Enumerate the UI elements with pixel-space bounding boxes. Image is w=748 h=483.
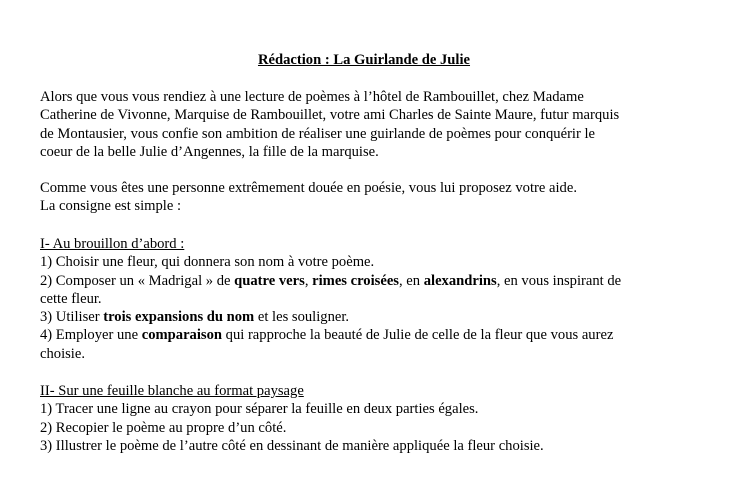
intro-line: coeur de la belle Julie d’Angennes, la fille de la marquise. (40, 143, 379, 160)
text: et les souligner. (254, 309, 350, 326)
intro-line: de Montausier, vous confie son ambition de réaliser une guirlande de poèmes pour conquérir le (40, 125, 596, 142)
document-title: Rédaction : La Guirlande de Julie (257, 52, 471, 68)
instruction-item-continuation: cette fleur. (40, 290, 102, 307)
context-line: La consigne est simple : (40, 198, 182, 215)
section-final (40, 382, 700, 455)
text: qui rapproche la beauté de Julie de celle de la fleur que vous aurez (222, 327, 614, 344)
instruction-item (40, 326, 700, 344)
text: 3) Utiliser (40, 309, 104, 326)
text: , en vous inspirant de (496, 272, 622, 289)
bold-text: quatre vers (234, 272, 305, 289)
text: , en (398, 272, 424, 289)
instruction-item-continuation: choisie. (40, 345, 85, 362)
bold-text: comparaison (141, 327, 222, 344)
text: 2) Composer un « Madrigal » de (40, 272, 235, 289)
section-draft-heading: I- Au brouillon d’abord : (40, 236, 185, 252)
text: 4) Employer une (40, 327, 142, 344)
section-draft (40, 235, 700, 363)
intro-paragraph (40, 88, 700, 161)
text: , (304, 272, 313, 289)
instruction-item: 2) Recopier le poème au propre d’un côté. (40, 419, 287, 436)
context-line: Comme vous êtes une personne extrêmement douée en poésie, vous lui proposez votre aide. (40, 180, 577, 196)
instruction-item: 1) Tracer une ligne au crayon pour séparer la feuille en deux parties égales. (40, 401, 479, 418)
instruction-item (40, 308, 700, 326)
bold-text: trois expansions du nom (103, 309, 255, 326)
instruction-item: 1) Choisir une fleur, qui donnera son nom à votre poème. (40, 254, 375, 271)
intro-line: Alors que vous vous rendiez à une lecture de poèmes à l’hôtel de Rambouillet, chez Madame (40, 89, 584, 105)
bold-text: alexandrins (423, 272, 497, 289)
section-final-heading: II- Sur une feuille blanche au format paysage (40, 383, 304, 399)
instruction-item: 3) Illustrer le poème de l’autre côté en dessinant de manière appliquée la fleur choisie. (40, 437, 544, 454)
instruction-item (40, 272, 700, 290)
bold-text: rimes croisées (312, 272, 399, 289)
context-paragraph (40, 179, 700, 216)
intro-line: Catherine de Vivonne, Marquise de Rambouillet, votre ami Charles de Sainte Maure, futur marquis (40, 107, 620, 124)
